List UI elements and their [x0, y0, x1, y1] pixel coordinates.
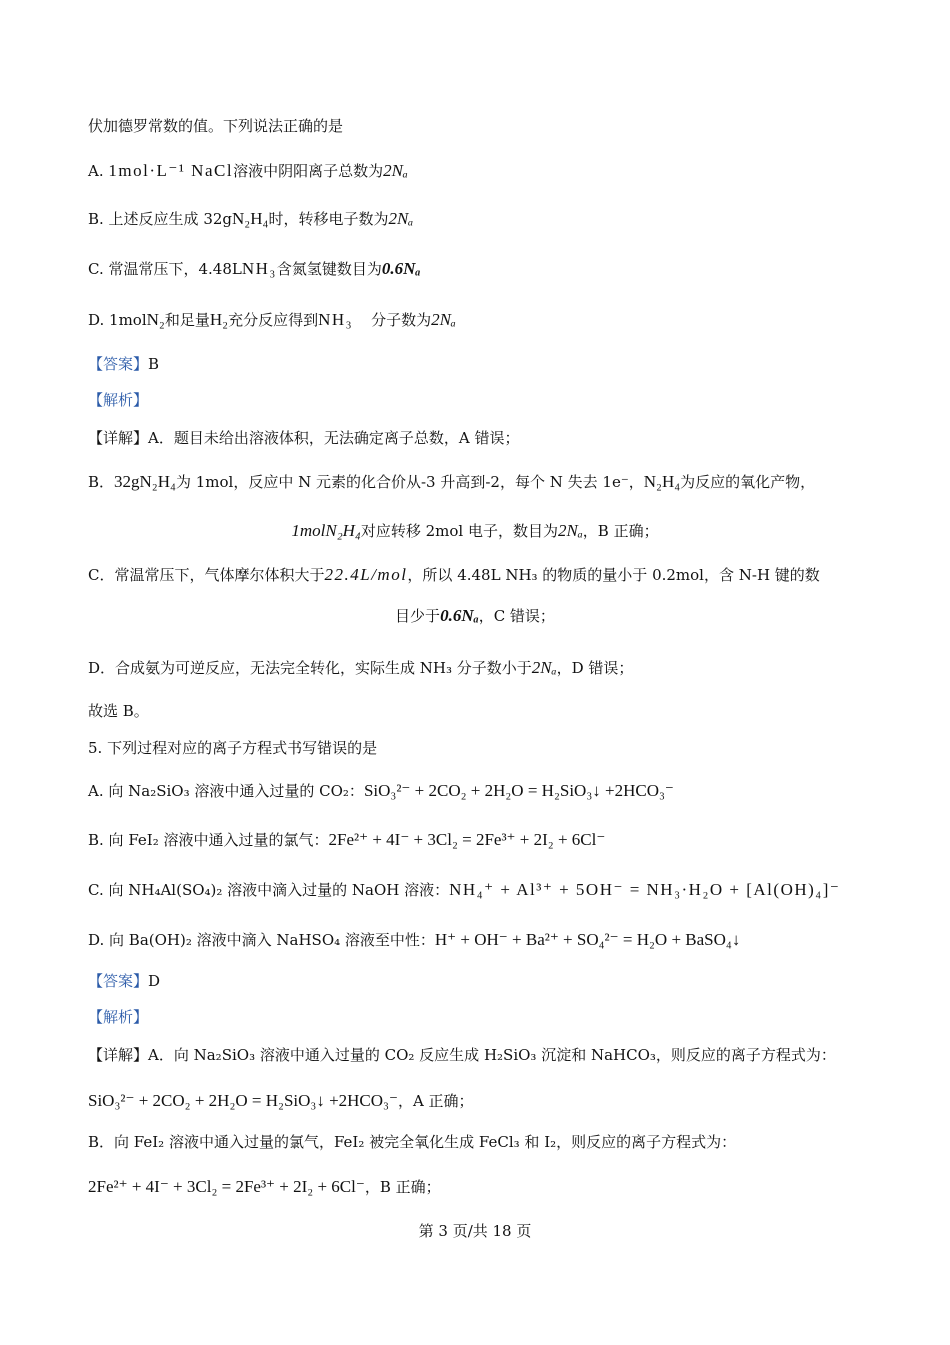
q4-option-a-text: 溶液中阴阳离子总数为 [233, 162, 384, 180]
q4-detail-d-tail: ，D 错误； [556, 659, 634, 677]
q4-option-c-value: 0.6Nₐ [381, 259, 421, 278]
q4-option-d-text3: 分子数为 [371, 311, 432, 329]
q5-option-d-prefix: D. 向 Ba(OH)₂ 溶液中滴入 NaHSO₄ 溶液至中性： [88, 931, 435, 949]
q4-stem-tail: 伏加德罗常数的值。下列说法正确的是 [88, 117, 344, 135]
q4-detail-c2-prefix: 目少于 [395, 607, 441, 625]
q5-option-d-equation: H⁺ + OH⁻ + Ba²⁺ + SO₄²⁻ = H₂O + BaSO₄↓ [434, 930, 741, 949]
page-footer: 第 3 页/共 18 页 [418, 1222, 532, 1240]
q5-option-b-prefix: B. 向 FeI₂ 溶液中通入过量的氯气： [88, 831, 329, 849]
q4-conclusion: 故选 B。 [88, 702, 149, 720]
q4-detail-b-line1 [88, 471, 815, 493]
q4-detail-b-tail: 为反应的氧化产物， [680, 473, 816, 491]
q4-option-d-formula-n2: N₂ [146, 310, 165, 329]
q4-option-a-value: 2Nₐ [383, 161, 408, 180]
q5-option-b-equation: 2Fe²⁺ + 4I⁻ + 3Cl₂ = 2Fe³⁺ + 2I₂ + 6Cl⁻ [328, 830, 606, 849]
q5-detail-a-text: A．向 Na₂SiO₃ 溶液中通入过量的 CO₂ 反应生成 H₂SiO₃ 沉淀和 NaHCO₃，则反应的离子方程式为： [148, 1046, 836, 1064]
q4-option-b [88, 208, 413, 230]
q4-detail-b-formula2: N₂H₄ [643, 472, 681, 491]
q5-option-a-prefix: A. 向 Na₂SiO₃ 溶液中通入过量的 CO₂： [88, 782, 364, 800]
q5-detail-a-line2 [88, 1090, 474, 1112]
q4-detail-c-tail: ，所以 4.48L NH₃ 的物质的量小于 0.2mol，含 N-H 键的数 [407, 566, 820, 584]
q4-option-b-text: 时，转移电子数为 [268, 210, 389, 228]
q5-detail-a-tail: ，A 正确； [397, 1092, 474, 1110]
q4-option-c [88, 258, 420, 280]
q5-answer-value: D [148, 972, 161, 990]
q4-option-a-formula: 1mol·L⁻¹ NaCl [108, 161, 234, 180]
q4-detail-a-text: A．题目未给出溶液体积，无法确定离子总数，A 错误； [148, 429, 520, 447]
q5-detail-label: 【详解】 [88, 1046, 149, 1064]
q4-option-c-formula: NH₃ [241, 259, 277, 278]
q5-option-d [88, 929, 740, 951]
q4-answer-value: B [148, 355, 160, 373]
q5-option-c [88, 879, 840, 901]
q5-option-b [88, 829, 605, 851]
q5-answer-label: 【答案】 [88, 972, 149, 990]
q4-option-a [88, 160, 408, 182]
q4-detail-d-value: 2Nₐ [531, 658, 557, 677]
q4-detail-b-text: 为 1mol，反应中 N 元素的化合价从-3 升高到-2，每个 N 失去 1e⁻， [175, 473, 644, 491]
q4-detail-b2-value: 2Nₐ [557, 521, 583, 540]
q4-option-d-text2: 充分反应得到 [228, 311, 319, 329]
q4-detail-c-line1 [88, 564, 820, 586]
q4-option-d-formula-h2: H₂ [209, 310, 229, 329]
q4-detail-b2-tail: ，B 正确； [582, 522, 659, 540]
q4-detail-d-prefix: D．合成氨为可逆反应，无法完全转化，实际生成 NH₃ 分子数小于 [88, 659, 532, 677]
q4-detail-b-line2 [0, 520, 950, 542]
q4-detail-c-prefix: C．常温常压下，气体摩尔体积大于 [88, 566, 325, 584]
q4-detail-c2-value: 0.6Nₐ [440, 606, 479, 625]
q4-option-d-text1: 和足量 [164, 311, 210, 329]
q5-option-a-equation: SiO₃²⁻ + 2CO₂ + 2H₂O = H₂SiO₃↓ +2HCO₃⁻ [363, 781, 674, 800]
q5-stem: 5. 下列过程对应的离子方程式书写错误的是 [88, 739, 378, 757]
q4-detail-c-formula: 22.4L/mol [324, 565, 408, 584]
q5-analysis-label: 【解析】 [88, 1008, 149, 1026]
q4-detail-b-prefix: B． [88, 473, 115, 491]
q5-answer [88, 970, 160, 992]
q4-analysis-label: 【解析】 [88, 391, 149, 409]
q4-answer [88, 353, 159, 375]
q4-option-d [88, 309, 456, 331]
q4-detail-d [88, 657, 633, 679]
q5-detail-a-line1 [88, 1044, 836, 1066]
q4-detail-b2-formula: 1molN₂H₄ [291, 521, 361, 540]
q5-detail-a-equation: SiO₃²⁻ + 2CO₂ + 2H₂O = H₂SiO₃↓ +2HCO₃⁻ [88, 1091, 398, 1110]
q4-option-c-text: 含氮氢键数目为 [276, 260, 382, 278]
q4-detail-b2-text: 对应转移 2mol 电子，数目为 [360, 522, 558, 540]
q4-option-a-prefix: A. [88, 162, 109, 180]
q5-detail-b-line1: B．向 FeI₂ 溶液中通入过量的氯气，FeI₂ 被完全氧化生成 FeCl₃ 和 I₂，则反应的离子方程式为： [88, 1133, 737, 1151]
q4-detail-c2-tail: ，C 错误； [478, 607, 555, 625]
q4-answer-label: 【答案】 [88, 355, 149, 373]
q4-option-d-formula-nh3: NH₃ [318, 310, 354, 329]
q4-option-b-value: 2Nₐ [388, 209, 414, 228]
q4-detail-b-formula1: 32gN₂H₄ [114, 472, 176, 491]
q5-detail-b-tail: ，B 正确； [364, 1178, 441, 1196]
q5-detail-b-equation: 2Fe²⁺ + 4I⁻ + 3Cl₂ = 2Fe³⁺ + 2I₂ + 6Cl⁻ [88, 1177, 365, 1196]
q4-detail-label: 【详解】 [88, 429, 149, 447]
q5-option-a [88, 780, 674, 802]
q5-option-c-prefix: C. 向 NH₄Al(SO₄)₂ 溶液中滴入过量的 NaOH 溶液： [88, 881, 450, 899]
q4-option-c-prefix: C. 常温常压下，4.48L [88, 260, 242, 278]
q4-option-d-prefix: D. 1mol [88, 311, 147, 329]
q4-option-b-formula: N₂H₄ [232, 209, 269, 228]
q4-detail-a [88, 427, 519, 449]
q5-detail-b-line2 [88, 1176, 441, 1198]
q4-detail-c-line2 [0, 605, 950, 627]
q5-option-c-equation: NH₄⁺ + Al³⁺ + 5OH⁻ = NH₃·H₂O + [Al(OH)₄]⁻ [449, 880, 841, 899]
q4-option-d-value: 2Nₐ [431, 310, 456, 329]
q4-option-b-prefix: B. 上述反应生成 32g [88, 210, 233, 228]
